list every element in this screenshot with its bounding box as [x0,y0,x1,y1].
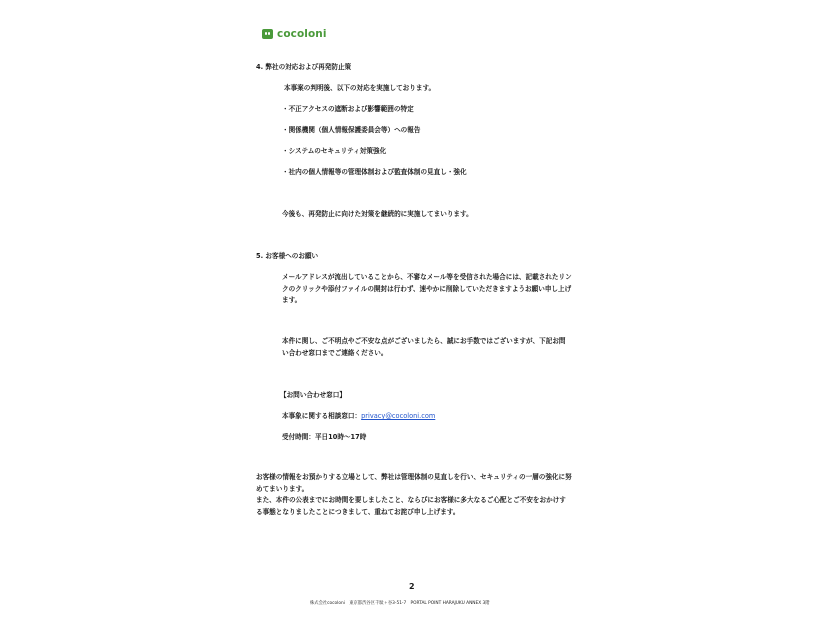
contact-email-link[interactable]: privacy@cocoloni.com [361,412,436,420]
contact-line [282,411,435,422]
contact-label: 本事象に関する相談窓口： [282,412,362,420]
section5-paragraph: メールアドレスが流出していることから、不審なメール等を受信された場合には、記載されたリンクのクリックや添付ファイルの開封は行わず、速やかに削除していただきますようお願い申し上げます。 [282,273,572,304]
section4-item: ・不正アクセスの遮断および影響範囲の特定 [282,105,414,113]
closing-paragraph: お客様の情報をお預かりする立場として、弊社は管理体制の見直しを行い、セキュリティの一層の強化に努めてまいります。 [256,473,572,493]
section5-heading: 5. お客様へのお願い [256,252,319,260]
company-logo [262,28,327,40]
section4-item: ・関係機関（個人情報保護委員会等）への報告 [282,126,421,134]
section4-closing: 今後も、再発防止に向けた対策を継続的に実施してまいります。 [282,210,473,218]
contact-hours: 受付時間：平日10時〜17時 [282,433,367,441]
section4-heading: 4. 弊社の対応および再発防止策 [256,63,352,71]
logo-text: cocoloni [277,28,327,40]
footer-address: 株式会社cocoloni 東京都渋谷区千駄ヶ谷3-51-7 PORTAL POINT HARAJUKU ANNEX 3階 [310,601,490,606]
cocoloni-logo-icon [262,29,273,39]
section5-paragraph: 本件に関し、ご不明点やご不安な点がございましたら、誠にお手数ではございますが、下記お問い合わせ窓口までご連絡ください。 [282,337,566,357]
contact-heading: 【お問い合わせ窓口】 [280,391,346,399]
section4-item: ・システムのセキュリティ対策強化 [282,147,387,155]
page-number: 2 [409,582,415,591]
closing-paragraph: また、本件の公表までにお時間を要しましたこと、ならびにお客様に多大なるご心配とご不安をおかけする事態となりましたことにつきまして、重ねてお詫び申し上げます。 [256,496,566,516]
section4-intro: 本事案の判明後、以下の対応を実施しております。 [284,84,436,92]
section4-item: ・社内の個人情報等の管理体制および監査体制の見直し・強化 [282,168,467,176]
